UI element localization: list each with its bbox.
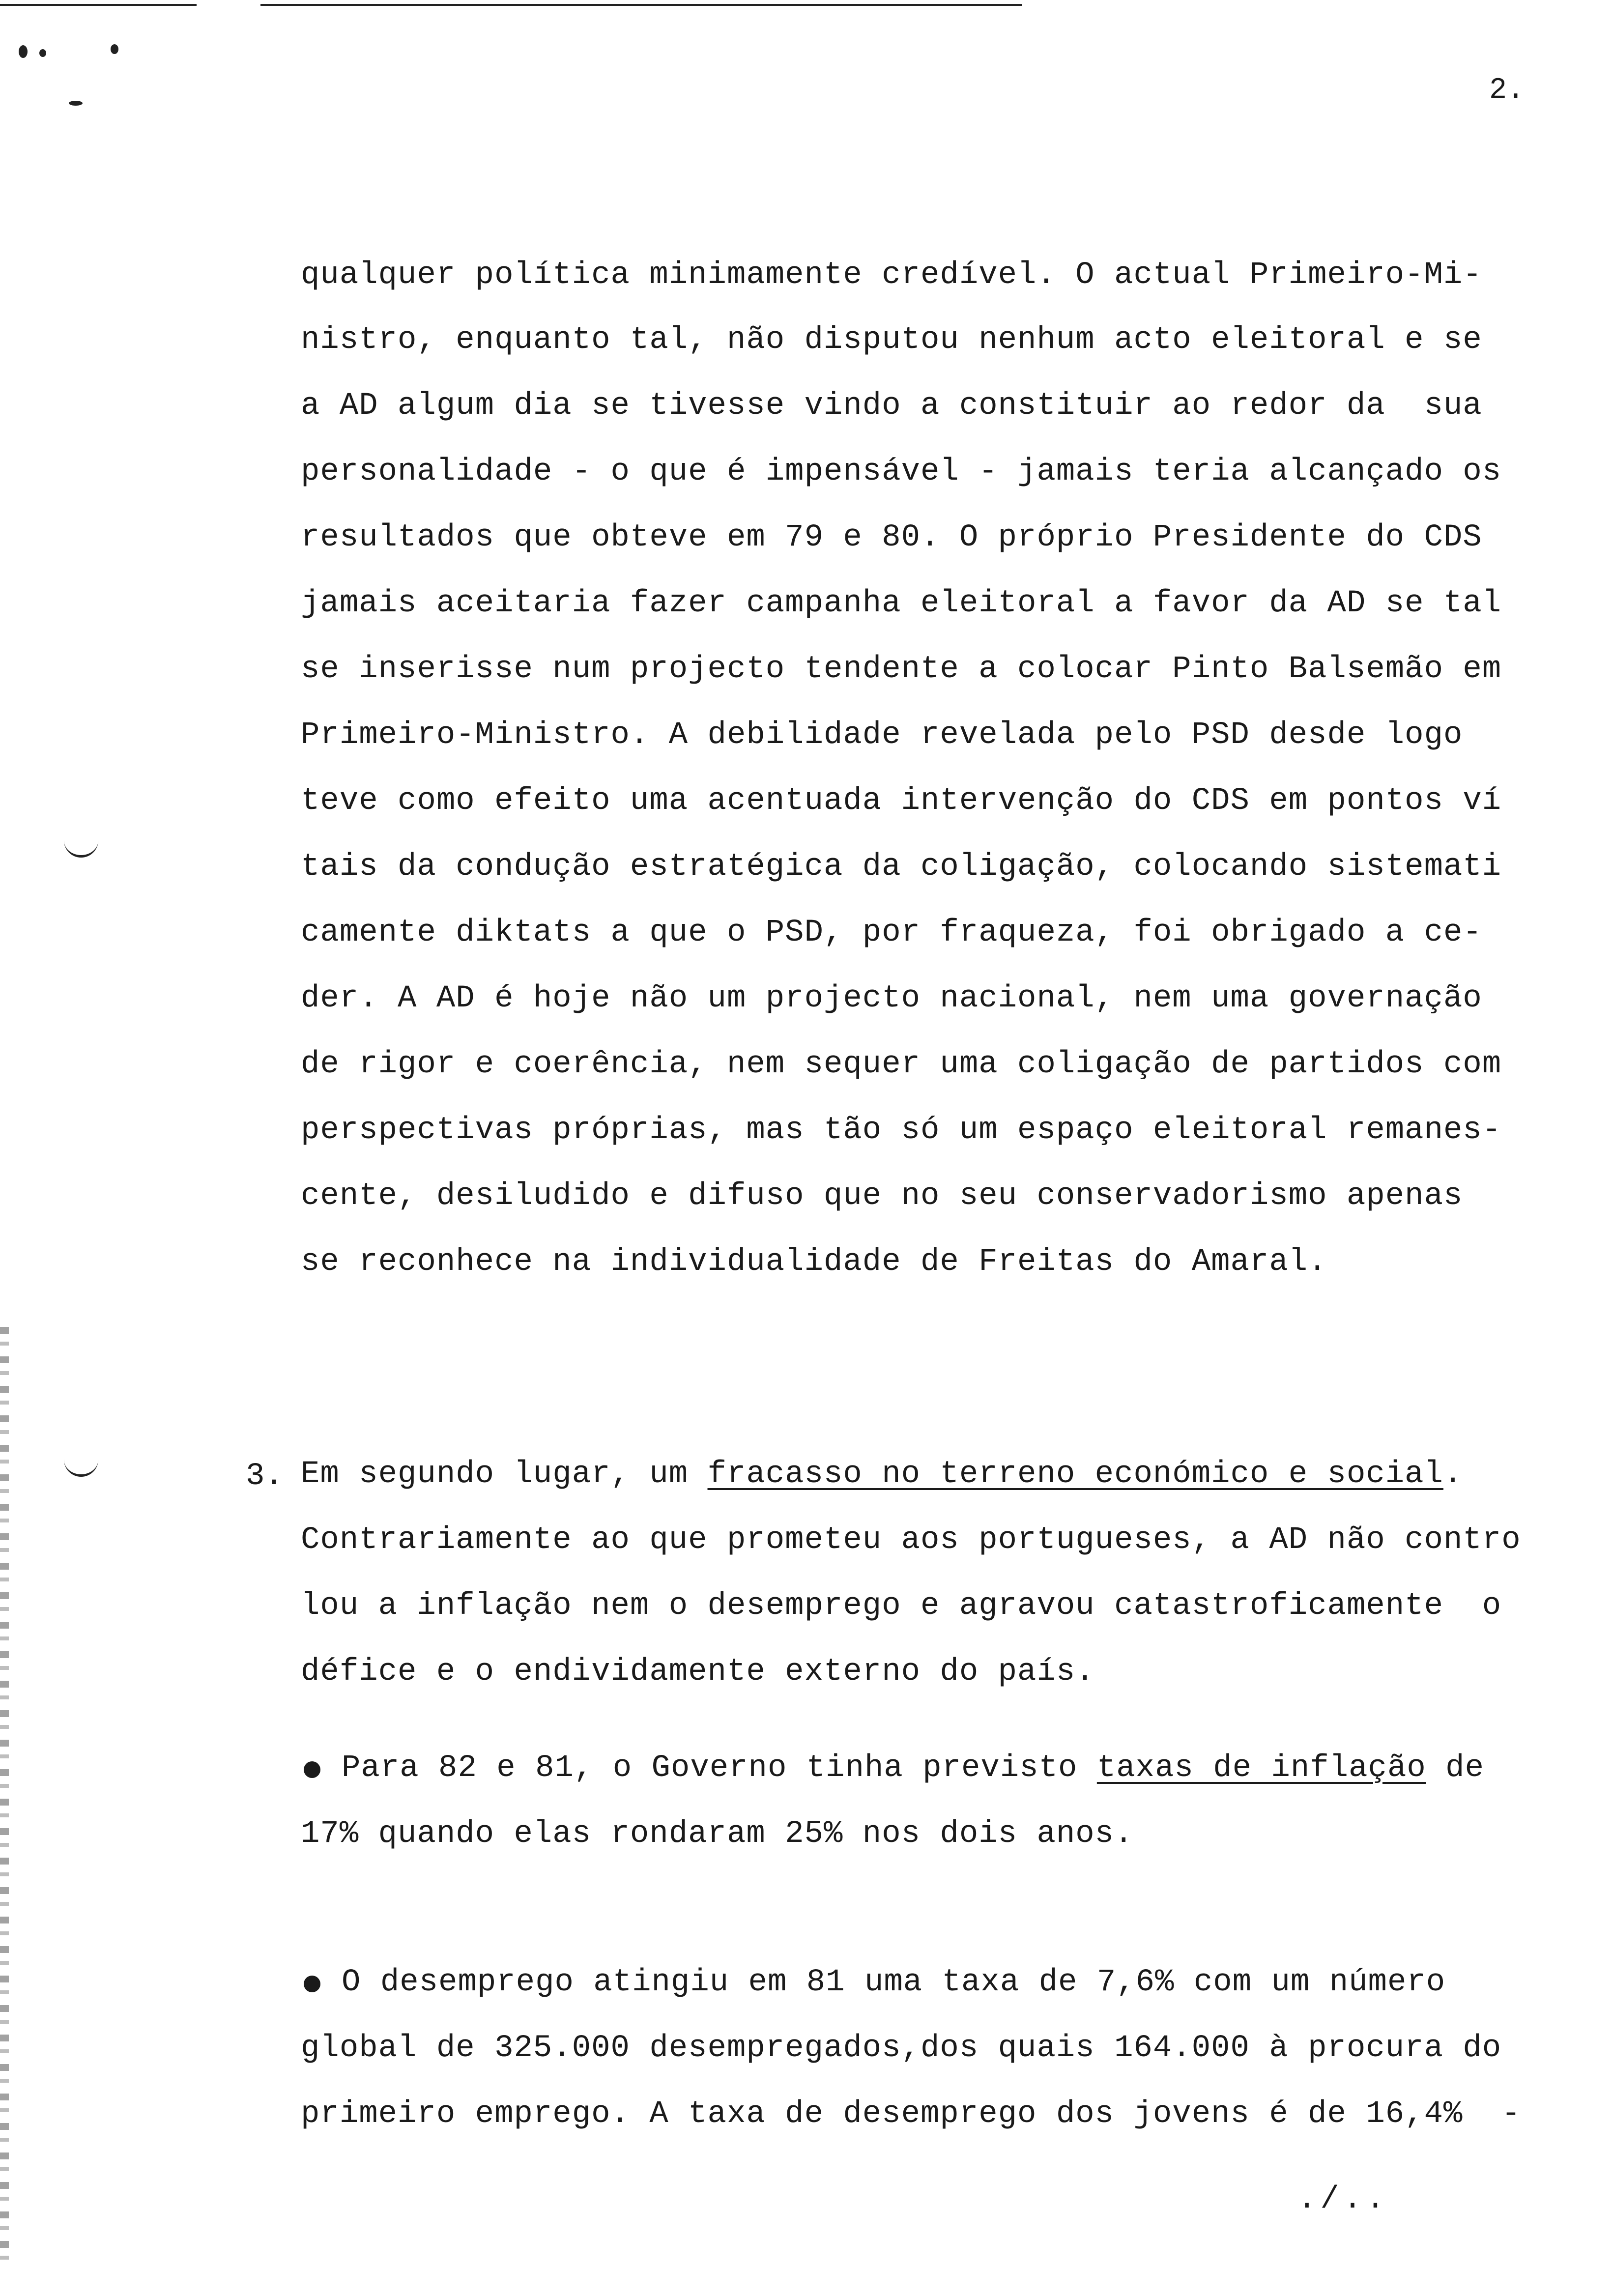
- continuation-mark: ./..: [1297, 2182, 1389, 2217]
- scan-speck: [69, 101, 83, 106]
- text-line: nistro, enquanto tal, não disputou nenhum acto eleitoral e se: [301, 322, 1482, 358]
- bullet-underlined: taxas de inflação: [1096, 1751, 1426, 1786]
- page-number: 2.: [1489, 74, 1525, 107]
- margin-bracket-mark: [64, 835, 98, 858]
- scan-top-line-left: [0, 4, 197, 6]
- text-line: tais da condução estratégica da coligação, colocando sistemati: [301, 849, 1502, 885]
- bullet-suffix: de: [1426, 1751, 1484, 1786]
- text-line: resultados que obteve em 79 e 80. O próprio Presidente do CDS: [301, 520, 1482, 555]
- scan-speck: [39, 49, 46, 57]
- text-line: jamais aceitaria fazer campanha eleitoral a favor da AD se tal: [301, 586, 1502, 621]
- text-line: se inserisse num projecto tendente a colocar Pinto Balsemão em: [301, 652, 1502, 687]
- margin-bracket-mark: [64, 1455, 98, 1477]
- text-line: de rigor e coerência, nem sequer uma coligação de partidos com: [301, 1047, 1502, 1082]
- scan-top-line-right: [767, 4, 1022, 6]
- section-heading-line: [301, 1459, 1463, 1490]
- scan-speck: [19, 45, 28, 58]
- text-line: se reconhece na individualidade de Freitas do Amaral.: [301, 1244, 1327, 1280]
- text-line: 17% quando elas rondaram 25% nos dois anos.: [301, 1816, 1134, 1852]
- section-number: 3.: [246, 1459, 284, 1494]
- text-line: global de 325.000 desempregados,dos quais 164.000 à procura do: [301, 2031, 1502, 2066]
- bullet-prefix: Para 82 e 81, o Governo tinha previsto: [342, 1751, 1097, 1786]
- bullet-line: [342, 1752, 1484, 1784]
- text-line: der. A AD é hoje não um projecto nacional, nem uma governação: [301, 981, 1482, 1016]
- bullet-line: O desemprego atingiu em 81 uma taxa de 7,6% com um número: [342, 1965, 1446, 2000]
- text-line: perspectivas próprias, mas tão só um espaço eleitoral remanes-: [301, 1113, 1502, 1148]
- text-line: qualquer política minimamente credível. O actual Primeiro-Mi-: [301, 258, 1482, 293]
- text-line: défice e o endividamente externo do país.: [301, 1654, 1095, 1690]
- text-line: personalidade - o que é impensável - jamais teria alcançado os: [301, 454, 1502, 489]
- scan-speck: [111, 44, 118, 54]
- text-line: Contrariamente ao que prometeu aos portugueses, a AD não contro: [301, 1522, 1521, 1558]
- heading-suffix: .: [1443, 1457, 1463, 1492]
- text-line: primeiro emprego. A taxa de desemprego dos jovens é de 16,4% -: [301, 2096, 1521, 2132]
- text-line: teve como efeito uma acentuada intervenção do CDS em pontos ví: [301, 783, 1502, 819]
- text-line: camente diktats a que o PSD, por fraqueza, foi obrigado a ce-: [301, 915, 1482, 950]
- text-line: Primeiro-Ministro. A debilidade revelada pelo PSD desde logo: [301, 718, 1463, 753]
- bullet-icon: [304, 1976, 320, 1992]
- text-line: a AD algum dia se tivesse vindo a constituir ao redor da sua: [301, 388, 1482, 424]
- text-line: cente, desiludido e difuso que no seu conservadorismo apenas: [301, 1178, 1463, 1214]
- bullet-icon: [304, 1761, 320, 1778]
- text-line: lou a inflação nem o desemprego e agravou catastroficamente o: [301, 1588, 1502, 1624]
- scan-top-line-mid: [260, 4, 777, 6]
- heading-underlined: fracasso no terreno económico e social: [707, 1457, 1443, 1492]
- heading-prefix: Em segundo lugar, um: [301, 1457, 708, 1492]
- scan-margin-edge: [0, 1327, 9, 2261]
